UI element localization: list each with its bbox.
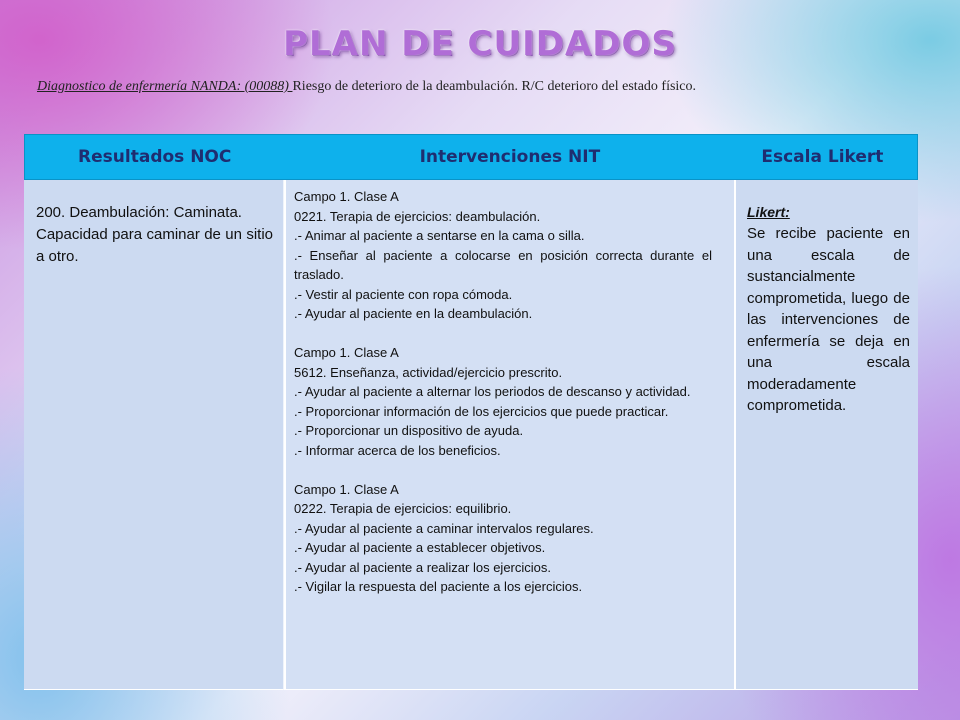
- spacer: [294, 460, 712, 480]
- table-header: [24, 134, 918, 180]
- header-likert: Escala Likert: [761, 147, 884, 167]
- nit-line: Campo 1. Clase A: [294, 481, 399, 497]
- nit-line: .- Ayudar al paciente a establecer objetivos.: [294, 540, 546, 555]
- nit-line: .- Animar al paciente a sentarse en la cama o silla.: [294, 228, 585, 243]
- nit-line: Campo 1. Clase A: [294, 189, 399, 204]
- nit-line: .- Ayudar al paciente a alternar los periodos de descanso y actividad.: [294, 384, 691, 399]
- nit-line: 0222. Terapia de ejercicios: equilibrio.: [294, 501, 512, 516]
- nit-line: Campo 1. Clase A: [294, 345, 399, 360]
- nit-line: .- Ayudar al paciente a caminar intervalos regulares.: [294, 520, 594, 536]
- likert-label: Likert:: [747, 204, 790, 220]
- nit-line: .- Vestir al paciente con ropa cómoda.: [294, 286, 513, 302]
- nit-line: .- Proporcionar un dispositivo de ayuda.: [294, 423, 524, 438]
- noc-line: Capacidad para caminar de un sitio a otro.: [36, 226, 273, 265]
- nit-line: .- Enseñar al paciente a colocarse en posición correcta durante el traslado.: [294, 247, 712, 282]
- header-nit: Intervenciones NIT: [419, 147, 601, 167]
- nit-line: .- Ayudar al paciente a realizar los ejercicios.: [294, 559, 551, 575]
- nit-line: 5612. Enseñanza, actividad/ejercicio prescrito.: [294, 364, 563, 380]
- nit-line: .- Proporcionar información de los ejercicios que puede practicar.: [294, 403, 669, 419]
- nit-line: .- Informar acerca de los beneficios.: [294, 442, 501, 458]
- header-noc: Resultados NOC: [78, 147, 232, 167]
- noc-column: [24, 180, 284, 690]
- noc-line: 200. Deambulación: Caminata.: [36, 204, 242, 221]
- page-title: PLAN DE CUIDADOS: [283, 24, 677, 64]
- nit-line: 0221. Terapia de ejercicios: deambulación.: [294, 208, 541, 224]
- likert-text: Se recibe paciente en una escala de sustancialmente comprometida, luego de las intervenciones de enfermería se deja en una escala moderadamente comprometida.: [747, 225, 910, 414]
- spacer: [294, 324, 712, 344]
- likert-column: [736, 180, 918, 690]
- nursing-diagnosis: [37, 79, 937, 95]
- nit-line: .- Ayudar al paciente en la deambulación.: [294, 306, 533, 321]
- nit-line: .- Vigilar la respuesta del paciente a los ejercicios.: [294, 579, 583, 594]
- diagnosis-text: Riesgo de deterioro de la deambulación. R/C deterioro del estado físico.: [292, 79, 697, 94]
- diagnosis-lead: Diagnostico de enfermería NANDA: (00088): [37, 79, 293, 94]
- nit-column: [284, 180, 736, 690]
